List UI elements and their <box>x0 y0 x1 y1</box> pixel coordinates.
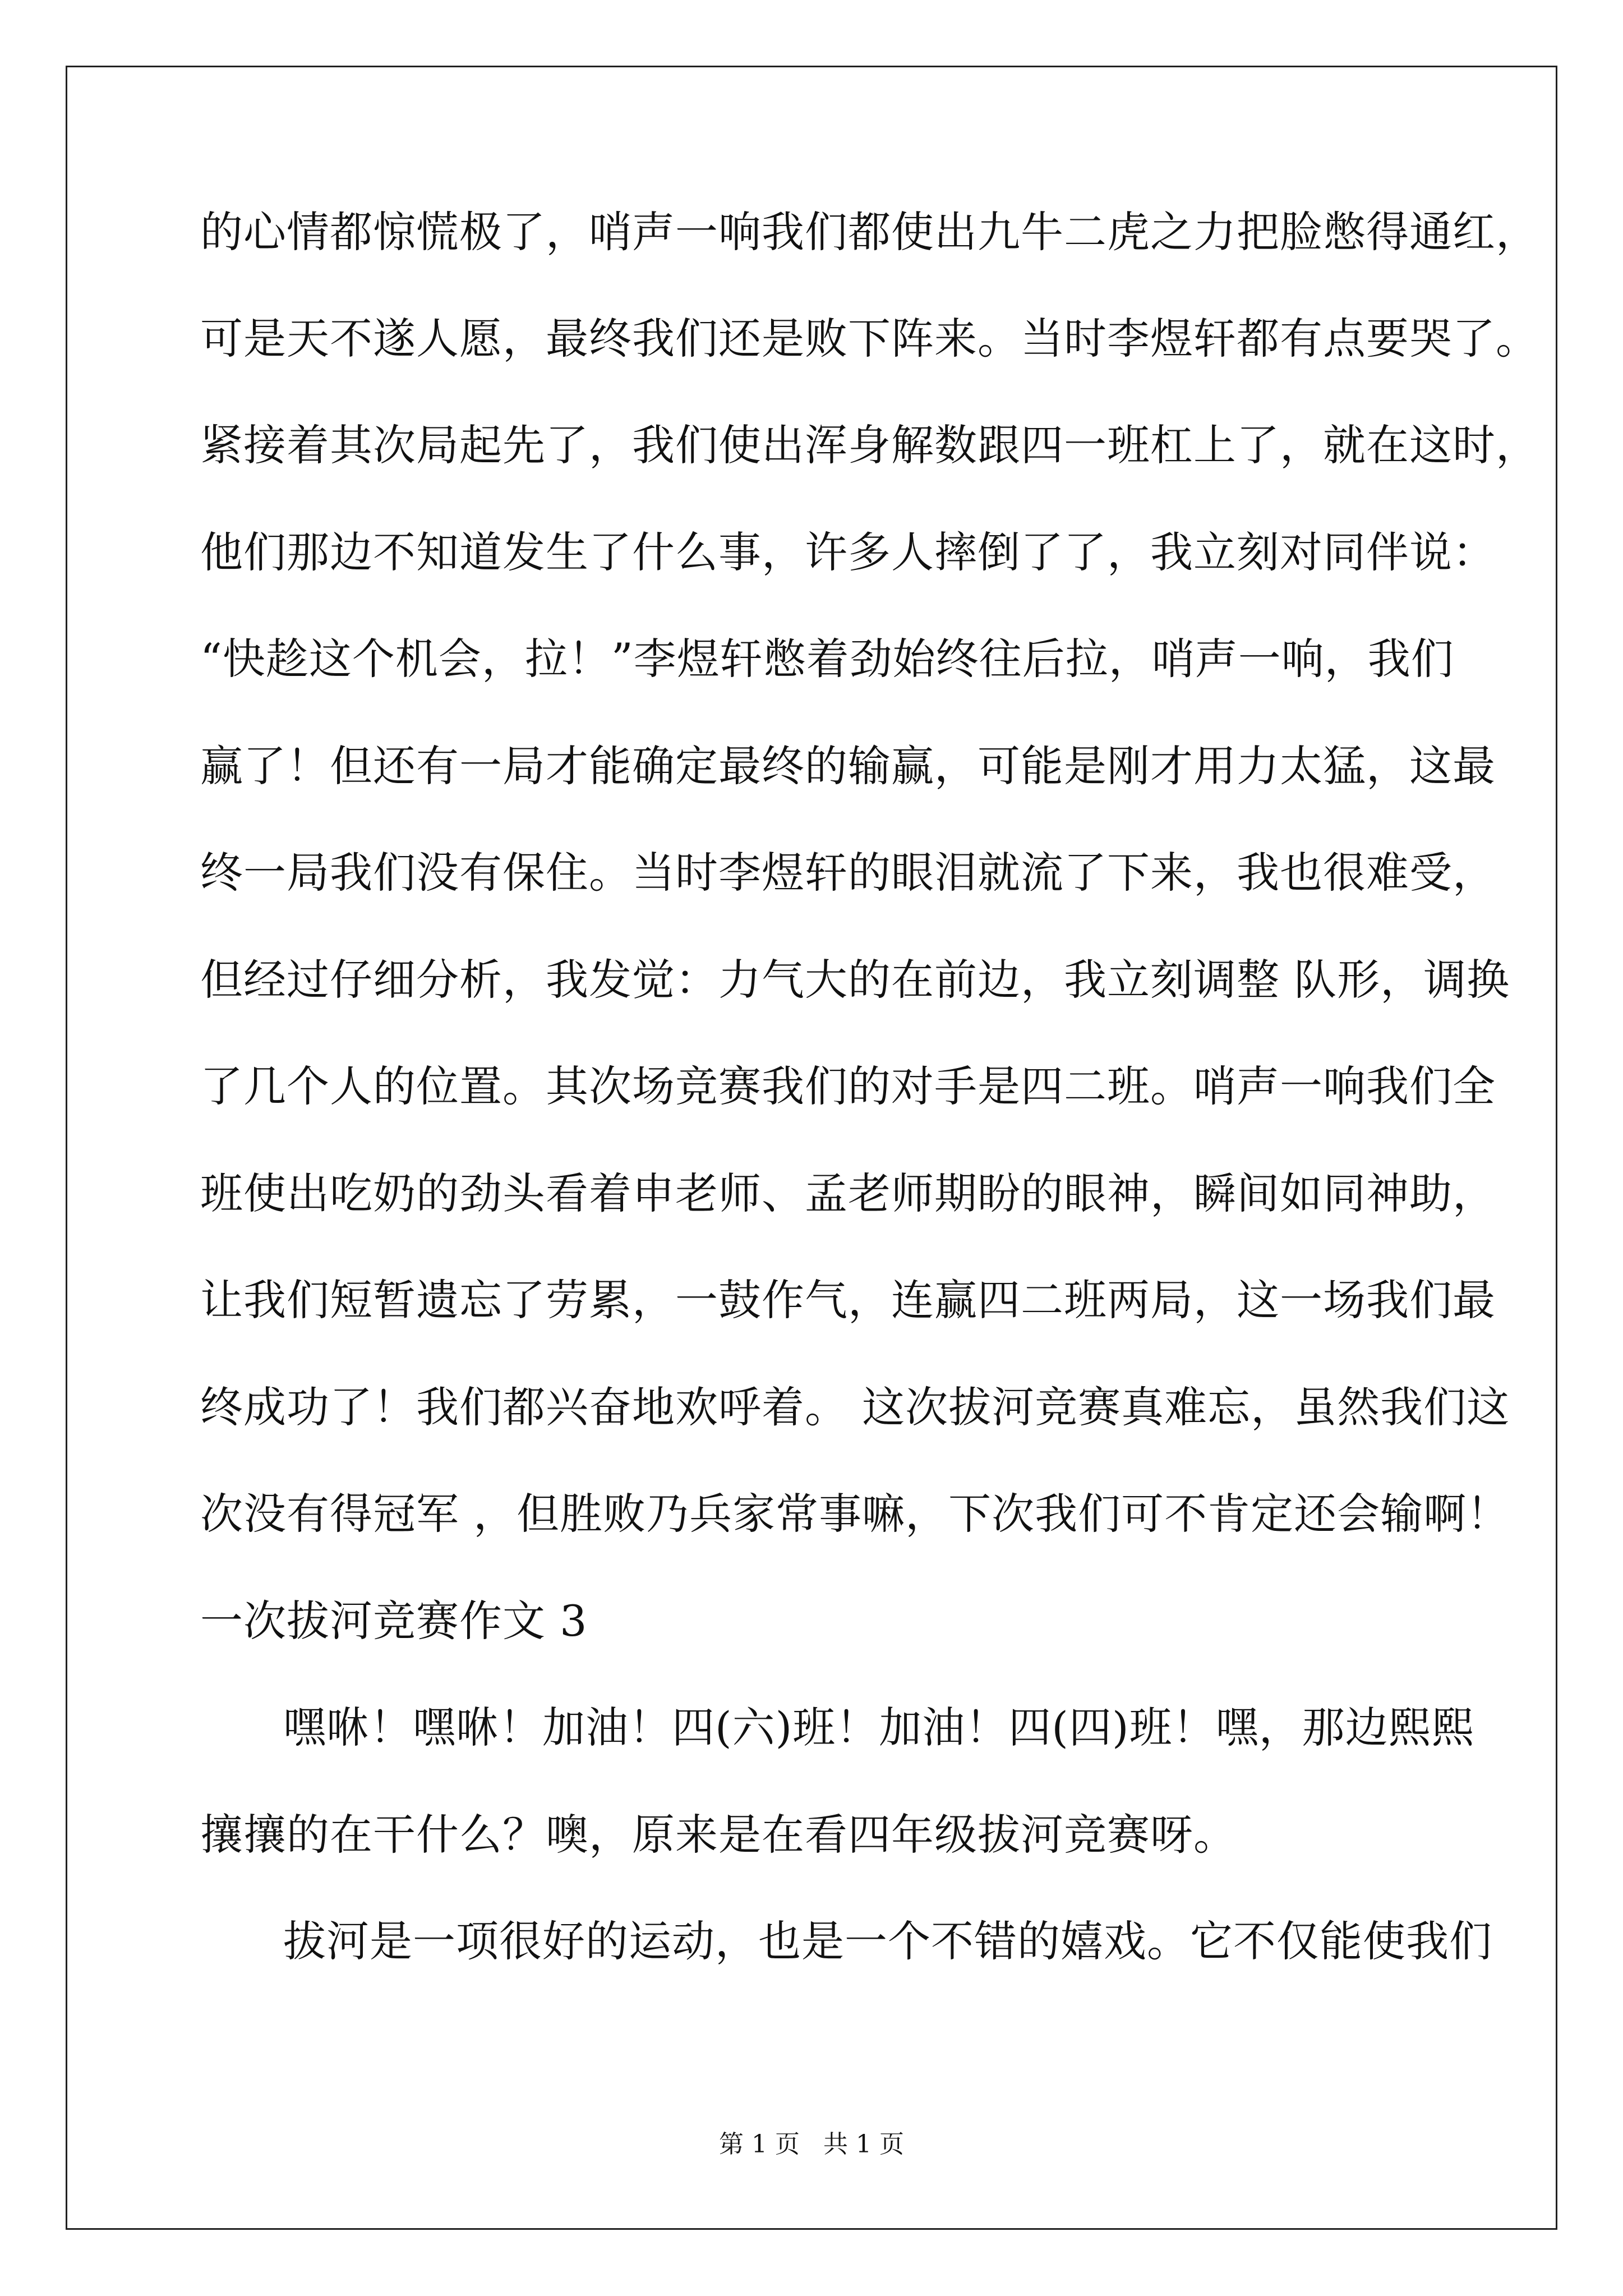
text-line: 赢了！但还有一局才能确定最终的输赢，可能是刚才用力太猛，这最 <box>200 741 1496 791</box>
page-footer <box>0 2129 1623 2160</box>
section-heading: 一次拔河竞赛作文 3 <box>200 1596 588 1646</box>
text-line: 他们那边不知道发生了什么事，许多人摔倒了了，我立刻对同伴说： <box>200 527 1496 577</box>
text-line: 让我们短暂遗忘了劳累，一鼓作气，连赢四二班两局，这一场我们最 <box>200 1275 1496 1325</box>
text-line: 嘿咻！嘿咻！加油！四(六)班！加油！四(四)班！嘿，那边熙熙 <box>283 1703 1475 1752</box>
page-number: 第 1 页 共 1 页 <box>719 2130 904 2159</box>
text-line: 班使出吃奶的劲头看着申老师、孟老师期盼的眼神，瞬间如同神助， <box>200 1168 1496 1218</box>
text-line: 次没有得冠军 ，但胜败乃兵家常事嘛，下次我们可不肯定还会输啊！ <box>200 1489 1510 1539</box>
text-line: 可是天不遂人愿，最终我们还是败下阵来。当时李煜轩都有点要哭了。 <box>200 314 1539 364</box>
text-line: 终成功了！我们都兴奋地欢呼着。 这次拔河竞赛真难忘，虽然我们这 <box>200 1382 1510 1432</box>
text-line: 拔河是一项很好的运动，也是一个不错的嬉戏。它不仅能使我们 <box>283 1916 1492 1966</box>
text-line: 了几个人的位置。其次场竞赛我们的对手是四二班。哨声一响我们全 <box>200 1061 1496 1111</box>
text-line: 紧接着其次局起先了，我们使出浑身解数跟四一班杠上了，就在这时， <box>200 420 1539 470</box>
page-border <box>66 66 1557 2230</box>
text-line: 终一局我们没有保住。当时李煜轩的眼泪就流了下来，我也很难受， <box>200 848 1496 898</box>
text-line: 攘攘的在干什么？噢，原来是在看四年级拔河竞赛呀。 <box>200 1810 1237 1860</box>
text-line: 的心情都惊慌极了，哨声一响我们都使出九牛二虎之力把脸憋得通红， <box>200 207 1539 257</box>
text-line: “快趁这个机会，拉！”李煜轩憋着劲始终往后拉，哨声一响，我们 <box>200 634 1454 684</box>
text-line: 但经过仔细分析，我发觉：力气大的在前边，我立刻调整 队形，调换 <box>200 955 1510 1005</box>
